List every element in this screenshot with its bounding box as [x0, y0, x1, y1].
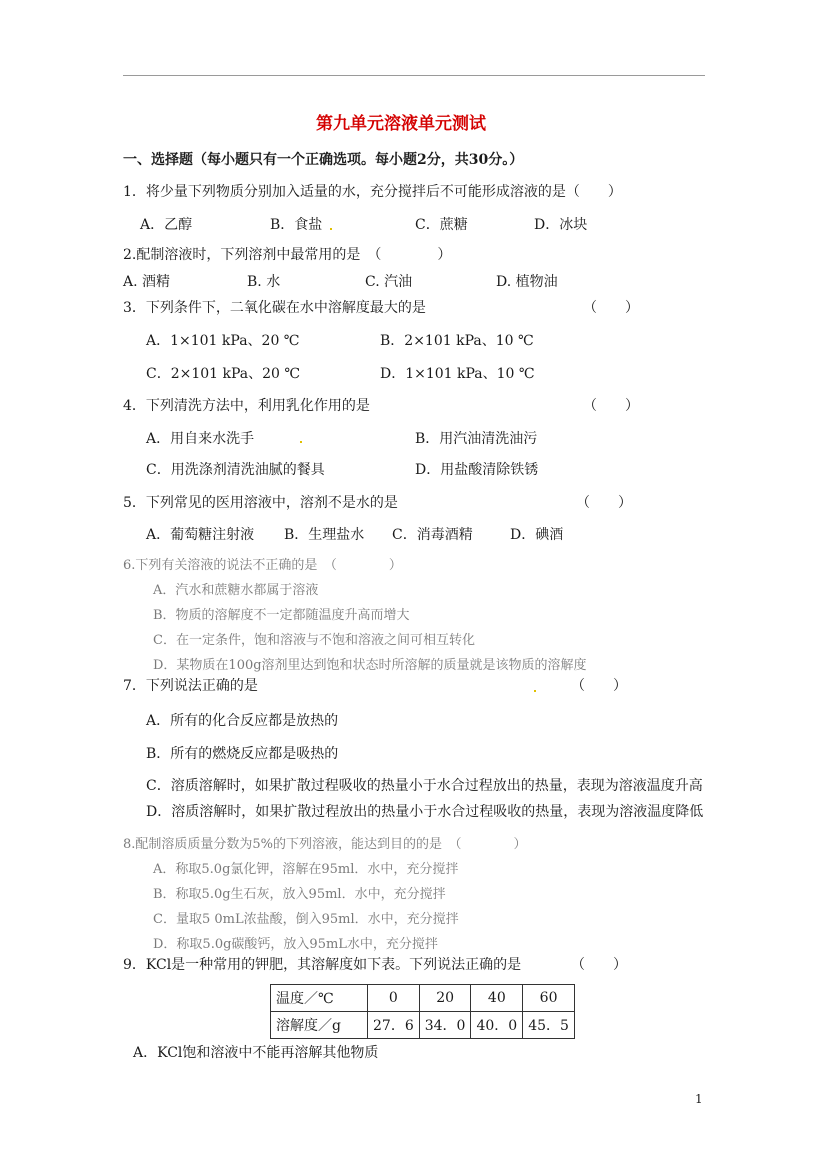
table-cell: 40．0	[471, 1012, 523, 1039]
q4-option-d: D．用盐酸清除铁锈	[415, 462, 539, 478]
table-row	[271, 1012, 575, 1039]
q7-option-c: C．溶质溶解时，如果扩散过程吸收的热量小于水合过程放出的热量，表现为溶液温度升高	[146, 778, 703, 794]
q2-option-a: A. 酒精	[123, 274, 171, 290]
q8-option-d: D．称取5.0g碳酸钙，放入95mL水中，充分搅拌	[153, 937, 438, 952]
q2-option-d: D. 植物油	[496, 274, 558, 290]
q2-option-b: B. 水	[247, 274, 281, 290]
q5-option-c: C．消毒酒精	[392, 527, 473, 543]
table-cell: 20	[419, 985, 471, 1012]
q2-stem: 2.配制溶液时，下列溶剂中最常用的是 （ ）	[123, 247, 452, 263]
q7-answer-paren: （ ）	[571, 678, 627, 694]
page-number: 1	[695, 1092, 703, 1106]
q5-answer-paren: （ ）	[576, 495, 632, 511]
q1-stem: 1．将少量下列物质分别加入适量的水，充分搅拌后不可能形成溶液的是（ ）	[123, 184, 622, 200]
table-cell: 40	[471, 985, 523, 1012]
table-cell: 0	[368, 985, 420, 1012]
solubility-table	[270, 984, 575, 1039]
q6-stem: 6.下列有关溶液的说法不正确的是 （ ）	[123, 558, 402, 573]
q1-option-c: C．蔗糖	[415, 217, 468, 233]
q3-option-a: A．1×101 kPa、20 ℃	[146, 333, 300, 349]
table-cell: 60	[523, 985, 575, 1012]
q7-option-d: D．溶质溶解时，如果扩散过程放出的热量小于水合过程吸收的热量，表现为溶液温度降低	[146, 804, 704, 820]
q7-option-b: B．所有的燃烧反应都是吸热的	[146, 746, 339, 762]
table-cell: 温度／℃	[271, 985, 368, 1012]
q6-option-b: B．物质的溶解度不一定都随温度升高而增大	[153, 608, 410, 623]
q3-option-d: D．1×101 kPa、10 ℃	[380, 366, 535, 382]
table-cell: 27．6	[368, 1012, 420, 1039]
stray-mark	[330, 228, 332, 230]
q7-stem: 7．下列说法正确的是	[123, 678, 258, 694]
q9-answer-paren: （ ）	[571, 957, 627, 973]
q9-option-a: A．KCl饱和溶液中不能再溶解其他物质	[133, 1045, 379, 1061]
q8-stem: 8.配制溶质质量分数为5%的下列溶液，能达到目的的是 （ ）	[123, 837, 527, 852]
q6-option-c: C．在一定条件，饱和溶液与不饱和溶液之间可相互转化	[153, 633, 475, 648]
q4-stem: 4．下列清洗方法中，利用乳化作用的是	[123, 398, 370, 414]
q6-option-a: A．汽水和蔗糖水都属于溶液	[153, 583, 319, 598]
section-heading: 一、选择题（每小题只有一个正确选项。每小题2分，共30分。）	[123, 152, 524, 168]
table-row	[271, 985, 575, 1012]
q3-answer-paren: （ ）	[583, 300, 639, 316]
q4-option-a: A．用自来水洗手	[146, 431, 255, 447]
q1-option-b: B．食盐	[270, 217, 323, 233]
q2-option-c: C. 汽油	[365, 274, 413, 290]
q4-answer-paren: （ ）	[583, 398, 639, 414]
stray-mark	[534, 690, 536, 692]
q4-option-c: C．用洗涤剂清洗油腻的餐具	[146, 462, 325, 478]
table-cell: 溶解度／g	[271, 1012, 368, 1039]
q3-stem: 3．下列条件下，二氧化碳在水中溶解度最大的是	[123, 300, 426, 316]
q7-option-a: A．所有的化合反应都是放热的	[146, 713, 339, 729]
q8-option-b: B．称取5.0g生石灰，放入95ml．水中，充分搅拌	[153, 887, 446, 902]
q9-stem: 9．KCl是一种常用的钾肥，其溶解度如下表。下列说法正确的是	[123, 957, 522, 973]
table-cell: 45．5	[523, 1012, 575, 1039]
q1-option-a: A．乙醇	[140, 217, 193, 233]
q5-stem: 5．下列常见的医用溶液中，溶剂不是水的是	[123, 495, 398, 511]
page-title: 第九单元溶液单元测试	[316, 114, 486, 134]
q3-option-c: C．2×101 kPa、20 ℃	[146, 366, 301, 382]
stray-mark	[300, 441, 302, 443]
table-cell: 34．0	[419, 1012, 471, 1039]
q4-option-b: B．用汽油清洗油污	[415, 431, 538, 447]
q8-option-c: C．量取5 0mL浓盐酸，倒入95ml．水中，充分搅拌	[153, 912, 459, 927]
q5-option-d: D．碘酒	[510, 527, 564, 543]
q3-option-b: B．2×101 kPa、10 ℃	[380, 333, 534, 349]
q5-option-b: B．生理盐水	[284, 527, 365, 543]
header-rule	[123, 75, 705, 76]
q8-option-a: A．称取5.0g氯化钾，溶解在95ml．水中，充分搅拌	[153, 862, 459, 877]
q5-option-a: A．葡萄糖注射液	[146, 527, 255, 543]
q1-option-d: D．冰块	[534, 217, 588, 233]
q6-option-d: D．某物质在100g溶剂里达到饱和状态时所溶解的质量就是该物质的溶解度	[153, 658, 587, 673]
